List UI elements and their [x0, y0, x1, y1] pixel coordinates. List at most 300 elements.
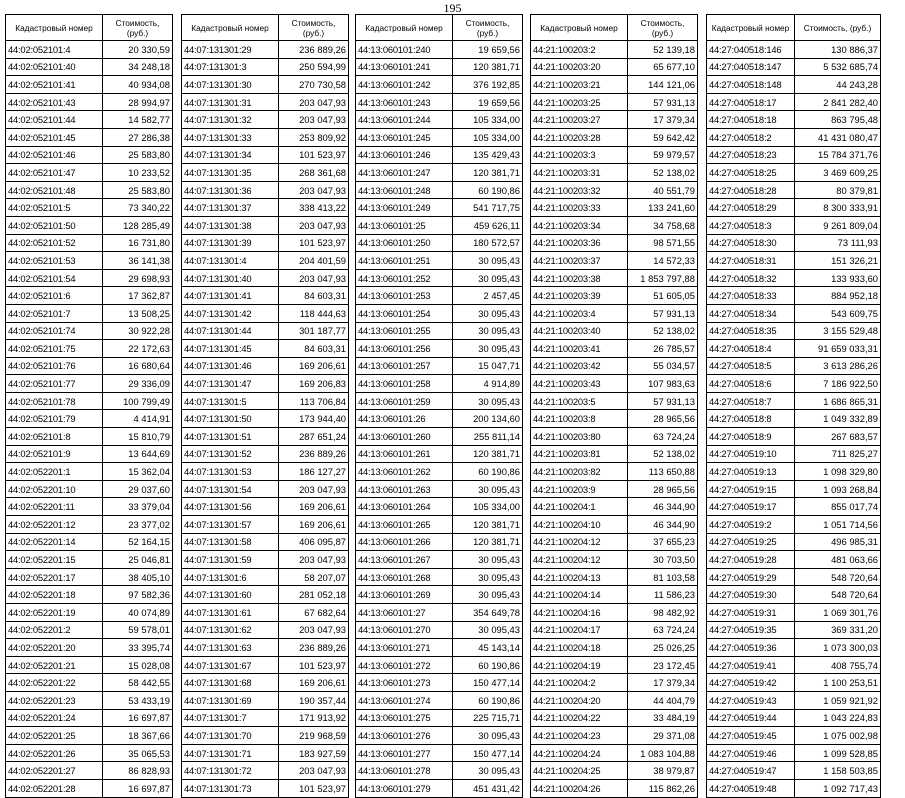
cadastral-number-cell: 44:02:052201:23	[6, 691, 103, 709]
cost-cell: 16 697,87	[103, 709, 173, 727]
cost-cell: 67 682,64	[279, 604, 349, 622]
cost-cell: 169 206,61	[279, 674, 349, 692]
cost-cell: 58 207,07	[279, 568, 349, 586]
column-header-cost: Стоимость, (руб.)	[103, 15, 173, 41]
table-row	[182, 639, 349, 657]
cost-cell: 13 508,25	[103, 304, 173, 322]
cadastral-number-cell: 44:27:040519:35	[707, 621, 795, 639]
table-row	[182, 621, 349, 639]
cadastral-number-cell: 44:07:131301:50	[182, 410, 279, 428]
cost-cell: 30 095,43	[453, 252, 523, 270]
table-row	[182, 586, 349, 604]
cadastral-number-cell: 44:27:040519:44	[707, 709, 795, 727]
cost-cell: 30 922,28	[103, 322, 173, 340]
cost-cell: 120 381,71	[453, 164, 523, 182]
cadastral-number-cell: 44:13:060101:272	[356, 656, 453, 674]
cost-cell: 863 795,48	[795, 111, 881, 129]
cadastral-number-cell: 44:21:100204:10	[531, 516, 628, 534]
cost-cell: 17 379,34	[628, 111, 698, 129]
cadastral-number-cell: 44:02:052101:40	[6, 58, 103, 76]
cost-cell: 169 206,83	[279, 375, 349, 393]
cost-cell: 45 143,14	[453, 639, 523, 657]
cadastral-number-cell: 44:07:131301:38	[182, 216, 279, 234]
table-row	[707, 762, 881, 780]
table-row	[6, 76, 173, 94]
table-row	[531, 199, 698, 217]
table-row	[707, 216, 881, 234]
table-row	[356, 410, 523, 428]
cadastral-number-cell: 44:07:131301:39	[182, 234, 279, 252]
cost-cell: 29 037,60	[103, 480, 173, 498]
cost-cell: 25 583,80	[103, 181, 173, 199]
table-row	[182, 146, 349, 164]
table-header-row	[707, 15, 881, 41]
cadastral-number-cell: 44:02:052201:14	[6, 533, 103, 551]
table-row	[182, 41, 349, 59]
cadastral-number-cell: 44:21:100204:17	[531, 621, 628, 639]
cadastral-number-cell: 44:21:100203:28	[531, 128, 628, 146]
cadastral-number-cell: 44:21:100204:22	[531, 709, 628, 727]
table-row	[356, 762, 523, 780]
cost-cell: 30 095,43	[453, 551, 523, 569]
cadastral-number-cell: 44:13:060101:241	[356, 58, 453, 76]
cadastral-number-cell: 44:07:131301:72	[182, 762, 279, 780]
cadastral-number-cell: 44:27:040519:42	[707, 674, 795, 692]
cadastral-number-cell: 44:07:131301:33	[182, 128, 279, 146]
cost-cell: 1 099 528,85	[795, 744, 881, 762]
table-row	[356, 656, 523, 674]
cost-cell: 338 413,22	[279, 199, 349, 217]
cost-cell: 28 965,56	[628, 410, 698, 428]
table-row	[707, 93, 881, 111]
table-row	[182, 199, 349, 217]
cost-cell: 406 095,87	[279, 533, 349, 551]
table-row	[356, 58, 523, 76]
cadastral-number-cell: 44:02:052201:22	[6, 674, 103, 692]
cadastral-number-cell: 44:27:040518:3	[707, 216, 795, 234]
table-row	[707, 516, 881, 534]
cost-cell: 543 609,75	[795, 304, 881, 322]
cost-cell: 25 583,80	[103, 146, 173, 164]
cadastral-number-cell: 44:02:052201:28	[6, 779, 103, 797]
cost-cell: 60 190,86	[453, 656, 523, 674]
table-row	[182, 568, 349, 586]
cost-cell: 541 717,75	[453, 199, 523, 217]
cadastral-number-cell: 44:13:060101:254	[356, 304, 453, 322]
cost-cell: 30 095,43	[453, 727, 523, 745]
cadastral-number-cell: 44:07:131301:54	[182, 480, 279, 498]
cadastral-number-cell: 44:13:060101:27	[356, 604, 453, 622]
table-row	[356, 779, 523, 797]
cost-cell: 98 571,55	[628, 234, 698, 252]
table-row	[6, 93, 173, 111]
table-row	[182, 340, 349, 358]
table-row	[356, 322, 523, 340]
cadastral-number-cell: 44:13:060101:255	[356, 322, 453, 340]
table-row	[531, 58, 698, 76]
table-row	[707, 586, 881, 604]
table-row	[707, 234, 881, 252]
cost-cell: 91 659 033,31	[795, 340, 881, 358]
table-row	[6, 340, 173, 358]
cost-cell: 3 155 529,48	[795, 322, 881, 340]
cadastral-number-cell: 44:27:040518:28	[707, 181, 795, 199]
table-row	[356, 128, 523, 146]
cadastral-number-cell: 44:02:052201:11	[6, 498, 103, 516]
cost-cell: 17 362,87	[103, 287, 173, 305]
table-row	[531, 410, 698, 428]
table-row	[182, 445, 349, 463]
table-row	[6, 269, 173, 287]
cadastral-number-cell: 44:02:052101:44	[6, 111, 103, 129]
cost-cell: 203 047,93	[279, 181, 349, 199]
table-row	[182, 181, 349, 199]
table-row	[6, 674, 173, 692]
cadastral-number-cell: 44:07:131301:61	[182, 604, 279, 622]
cadastral-number-cell: 44:07:131301:62	[182, 621, 279, 639]
cost-cell: 1 092 717,43	[795, 779, 881, 797]
table-row	[531, 216, 698, 234]
table-row	[6, 41, 173, 59]
cost-cell: 203 047,93	[279, 216, 349, 234]
table-row	[6, 480, 173, 498]
cadastral-number-cell: 44:21:100203:31	[531, 164, 628, 182]
cadastral-number-cell: 44:07:131301:40	[182, 269, 279, 287]
cadastral-number-cell: 44:02:052101:7	[6, 304, 103, 322]
cadastral-number-cell: 44:27:040518:29	[707, 199, 795, 217]
cost-cell: 133 241,60	[628, 199, 698, 217]
table-row	[531, 498, 698, 516]
cadastral-number-cell: 44:21:100203:41	[531, 340, 628, 358]
cadastral-number-cell: 44:07:131301:35	[182, 164, 279, 182]
cost-cell: 204 401,59	[279, 252, 349, 270]
cadastral-number-cell: 44:27:040518:4	[707, 340, 795, 358]
cost-cell: 9 261 809,04	[795, 216, 881, 234]
cadastral-number-cell: 44:27:040519:17	[707, 498, 795, 516]
cadastral-number-cell: 44:21:100203:32	[531, 181, 628, 199]
cost-cell: 150 477,14	[453, 744, 523, 762]
cadastral-number-cell: 44:21:100203:20	[531, 58, 628, 76]
cadastral-number-cell: 44:13:060101:271	[356, 639, 453, 657]
cost-cell: 55 034,57	[628, 357, 698, 375]
cadastral-number-cell: 44:02:052101:47	[6, 164, 103, 182]
cadastral-number-cell: 44:07:131301:42	[182, 304, 279, 322]
cadastral-number-cell: 44:02:052201:1	[6, 463, 103, 481]
cadastral-number-cell: 44:21:100203:37	[531, 252, 628, 270]
table-row	[6, 234, 173, 252]
cost-cell: 44 404,79	[628, 691, 698, 709]
cadastral-number-cell: 44:02:052201:10	[6, 480, 103, 498]
table-row	[531, 322, 698, 340]
cost-cell: 30 095,43	[453, 340, 523, 358]
cadastral-number-cell: 44:02:052101:6	[6, 287, 103, 305]
cost-cell: 80 379,81	[795, 181, 881, 199]
table-row	[356, 269, 523, 287]
cadastral-number-cell: 44:02:052101:48	[6, 181, 103, 199]
table-row	[531, 287, 698, 305]
cost-cell: 17 379,34	[628, 674, 698, 692]
table-row	[6, 551, 173, 569]
cadastral-number-cell: 44:07:131301:46	[182, 357, 279, 375]
cost-cell: 203 047,93	[279, 621, 349, 639]
table-row	[6, 691, 173, 709]
cost-cell: 1 100 253,51	[795, 674, 881, 692]
table-row	[707, 58, 881, 76]
cadastral-number-cell: 44:13:060101:262	[356, 463, 453, 481]
cost-cell: 20 330,59	[103, 41, 173, 59]
cost-cell: 113 650,88	[628, 463, 698, 481]
cost-cell: 37 655,23	[628, 533, 698, 551]
table-row	[6, 568, 173, 586]
cost-cell: 2 457,45	[453, 287, 523, 305]
table-row	[6, 516, 173, 534]
cadastral-number-cell: 44:21:100203:82	[531, 463, 628, 481]
cadastral-number-cell: 44:27:040518:7	[707, 392, 795, 410]
cadastral-number-cell: 44:02:052101:77	[6, 375, 103, 393]
table-row	[707, 357, 881, 375]
cadastral-number-cell: 44:07:131301:73	[182, 779, 279, 797]
table-row	[707, 498, 881, 516]
table-row	[531, 568, 698, 586]
table-row	[531, 146, 698, 164]
table-row	[6, 357, 173, 375]
cadastral-number-cell: 44:27:040518:8	[707, 410, 795, 428]
cost-cell: 58 442,55	[103, 674, 173, 692]
column-header-number: Кадастровый номер	[531, 15, 628, 41]
cadastral-number-cell: 44:02:052201:21	[6, 656, 103, 674]
cost-cell: 29 371,08	[628, 727, 698, 745]
cost-cell: 459 626,11	[453, 216, 523, 234]
cadastral-number-cell: 44:21:100203:8	[531, 410, 628, 428]
cost-cell: 180 572,57	[453, 234, 523, 252]
cost-cell: 253 809,92	[279, 128, 349, 146]
cost-cell: 1 049 332,89	[795, 410, 881, 428]
table-row	[707, 727, 881, 745]
cost-cell: 1 098 329,80	[795, 463, 881, 481]
cadastral-number-cell: 44:21:100204:16	[531, 604, 628, 622]
cadastral-number-cell: 44:13:060101:264	[356, 498, 453, 516]
cost-cell: 27 286,38	[103, 128, 173, 146]
table-row	[182, 269, 349, 287]
cost-cell: 481 063,66	[795, 551, 881, 569]
table-row	[6, 586, 173, 604]
cadastral-number-cell: 44:13:060101:253	[356, 287, 453, 305]
cadastral-number-cell: 44:07:131301:53	[182, 463, 279, 481]
cost-cell: 34 248,18	[103, 58, 173, 76]
table-row	[6, 199, 173, 217]
cadastral-number-cell: 44:13:060101:276	[356, 727, 453, 745]
cost-cell: 52 139,18	[628, 41, 698, 59]
table-row	[531, 656, 698, 674]
cost-cell: 14 572,33	[628, 252, 698, 270]
table-row	[182, 744, 349, 762]
table-row	[356, 639, 523, 657]
cadastral-table-1	[5, 14, 173, 798]
cadastral-number-cell: 44:02:052101:5	[6, 199, 103, 217]
cost-cell: 51 605,05	[628, 287, 698, 305]
cost-cell: 120 381,71	[453, 533, 523, 551]
cost-cell: 130 886,37	[795, 41, 881, 59]
table-row	[707, 252, 881, 270]
cadastral-number-cell: 44:13:060101:268	[356, 568, 453, 586]
cadastral-number-cell: 44:13:060101:248	[356, 181, 453, 199]
cost-cell: 57 931,13	[628, 93, 698, 111]
cost-cell: 236 889,26	[279, 445, 349, 463]
cadastral-number-cell: 44:02:052101:53	[6, 252, 103, 270]
table-row	[6, 621, 173, 639]
table-row	[6, 709, 173, 727]
cadastral-number-cell: 44:07:131301:63	[182, 639, 279, 657]
table-row	[531, 340, 698, 358]
cadastral-number-cell: 44:13:060101:252	[356, 269, 453, 287]
cadastral-number-cell: 44:07:131301:59	[182, 551, 279, 569]
cost-cell: 1 083 104,88	[628, 744, 698, 762]
table-row	[182, 551, 349, 569]
cadastral-number-cell: 44:27:040518:33	[707, 287, 795, 305]
cost-cell: 15 784 371,76	[795, 146, 881, 164]
table-row	[707, 709, 881, 727]
cadastral-number-cell: 44:21:100203:21	[531, 76, 628, 94]
table-row	[6, 762, 173, 780]
table-row	[707, 392, 881, 410]
cadastral-number-cell: 44:21:100203:4	[531, 304, 628, 322]
table-row	[6, 164, 173, 182]
table-row	[707, 76, 881, 94]
cost-cell: 28 994,97	[103, 93, 173, 111]
cost-cell: 8 300 333,91	[795, 199, 881, 217]
table-row	[707, 639, 881, 657]
cost-cell: 65 677,10	[628, 58, 698, 76]
table-row	[182, 375, 349, 393]
cadastral-number-cell: 44:07:131301:31	[182, 93, 279, 111]
cost-cell: 183 927,59	[279, 744, 349, 762]
table-row	[356, 357, 523, 375]
cost-cell: 30 095,43	[453, 392, 523, 410]
cadastral-number-cell: 44:13:060101:247	[356, 164, 453, 182]
cost-cell: 855 017,74	[795, 498, 881, 516]
table-row	[182, 304, 349, 322]
table-row	[356, 41, 523, 59]
cost-cell: 60 190,86	[453, 181, 523, 199]
cadastral-number-cell: 44:13:060101:270	[356, 621, 453, 639]
cost-cell: 268 361,68	[279, 164, 349, 182]
cost-cell: 1 073 300,03	[795, 639, 881, 657]
table-row	[356, 392, 523, 410]
column-header-cost: Стоимость, (руб.)	[279, 15, 349, 41]
cadastral-number-cell: 44:02:052101:74	[6, 322, 103, 340]
cadastral-number-cell: 44:13:060101:260	[356, 428, 453, 446]
cadastral-number-cell: 44:02:052201:17	[6, 568, 103, 586]
cadastral-number-cell: 44:27:040518:17	[707, 93, 795, 111]
cadastral-number-cell: 44:27:040519:31	[707, 604, 795, 622]
cost-cell: 4 414,91	[103, 410, 173, 428]
cost-cell: 171 913,92	[279, 709, 349, 727]
cadastral-number-cell: 44:02:052101:54	[6, 269, 103, 287]
cost-cell: 101 523,97	[279, 146, 349, 164]
cadastral-number-cell: 44:07:131301:45	[182, 340, 279, 358]
cadastral-number-cell: 44:21:100203:3	[531, 146, 628, 164]
cost-cell: 301 187,77	[279, 322, 349, 340]
cost-cell: 59 979,57	[628, 146, 698, 164]
cadastral-number-cell: 44:02:052101:8	[6, 428, 103, 446]
cadastral-number-cell: 44:27:040518:9	[707, 428, 795, 446]
cadastral-number-cell: 44:13:060101:249	[356, 199, 453, 217]
cadastral-number-cell: 44:02:052201:2	[6, 621, 103, 639]
cadastral-number-cell: 44:02:052101:9	[6, 445, 103, 463]
table-row	[531, 304, 698, 322]
cadastral-number-cell: 44:07:131301:7	[182, 709, 279, 727]
cost-cell: 57 931,13	[628, 304, 698, 322]
cost-cell: 15 362,04	[103, 463, 173, 481]
table-row	[356, 340, 523, 358]
table-row	[531, 181, 698, 199]
cadastral-table-2	[181, 14, 349, 798]
cost-cell: 33 484,19	[628, 709, 698, 727]
table-row	[707, 656, 881, 674]
table-row	[707, 604, 881, 622]
cadastral-number-cell: 44:27:040519:2	[707, 516, 795, 534]
cost-cell: 150 477,14	[453, 674, 523, 692]
cadastral-number-cell: 44:02:052101:43	[6, 93, 103, 111]
cadastral-number-cell: 44:27:040518:2	[707, 128, 795, 146]
cadastral-number-cell: 44:13:060101:258	[356, 375, 453, 393]
cost-cell: 267 683,57	[795, 428, 881, 446]
cadastral-number-cell: 44:27:040519:25	[707, 533, 795, 551]
cost-cell: 30 095,43	[453, 621, 523, 639]
cadastral-number-cell: 44:21:100203:2	[531, 41, 628, 59]
table-row	[531, 551, 698, 569]
cadastral-number-cell: 44:13:060101:265	[356, 516, 453, 534]
cadastral-number-cell: 44:21:100204:2	[531, 674, 628, 692]
cadastral-number-cell: 44:02:052101:75	[6, 340, 103, 358]
cadastral-number-cell: 44:13:060101:250	[356, 234, 453, 252]
cadastral-number-cell: 44:21:100204:18	[531, 639, 628, 657]
cost-cell: 25 026,25	[628, 639, 698, 657]
cost-cell: 46 344,90	[628, 498, 698, 516]
table-row	[707, 146, 881, 164]
cost-cell: 52 138,02	[628, 445, 698, 463]
cadastral-number-cell: 44:02:052101:46	[6, 146, 103, 164]
cadastral-number-cell: 44:21:100203:80	[531, 428, 628, 446]
cost-cell: 203 047,93	[279, 93, 349, 111]
cost-cell: 1 069 301,76	[795, 604, 881, 622]
cost-cell: 52 164,15	[103, 533, 173, 551]
cost-cell: 496 985,31	[795, 533, 881, 551]
table-row	[6, 410, 173, 428]
table-row	[6, 392, 173, 410]
table-row	[531, 709, 698, 727]
cost-cell: 63 724,24	[628, 621, 698, 639]
cadastral-number-cell: 44:21:100204:19	[531, 656, 628, 674]
cost-cell: 97 582,36	[103, 586, 173, 604]
table-row	[182, 287, 349, 305]
table-row	[356, 375, 523, 393]
cost-cell: 7 186 922,50	[795, 375, 881, 393]
table-row	[531, 639, 698, 657]
cost-cell: 270 730,58	[279, 76, 349, 94]
cost-cell: 30 095,43	[453, 304, 523, 322]
cadastral-number-cell: 44:07:131301:52	[182, 445, 279, 463]
cost-cell: 18 367,66	[103, 727, 173, 745]
cadastral-number-cell: 44:27:040518:6	[707, 375, 795, 393]
table-row	[6, 111, 173, 129]
table-row	[707, 691, 881, 709]
table-row	[531, 392, 698, 410]
table-row	[531, 674, 698, 692]
table-row	[531, 463, 698, 481]
cost-cell: 16 731,80	[103, 234, 173, 252]
cost-cell: 52 138,02	[628, 322, 698, 340]
